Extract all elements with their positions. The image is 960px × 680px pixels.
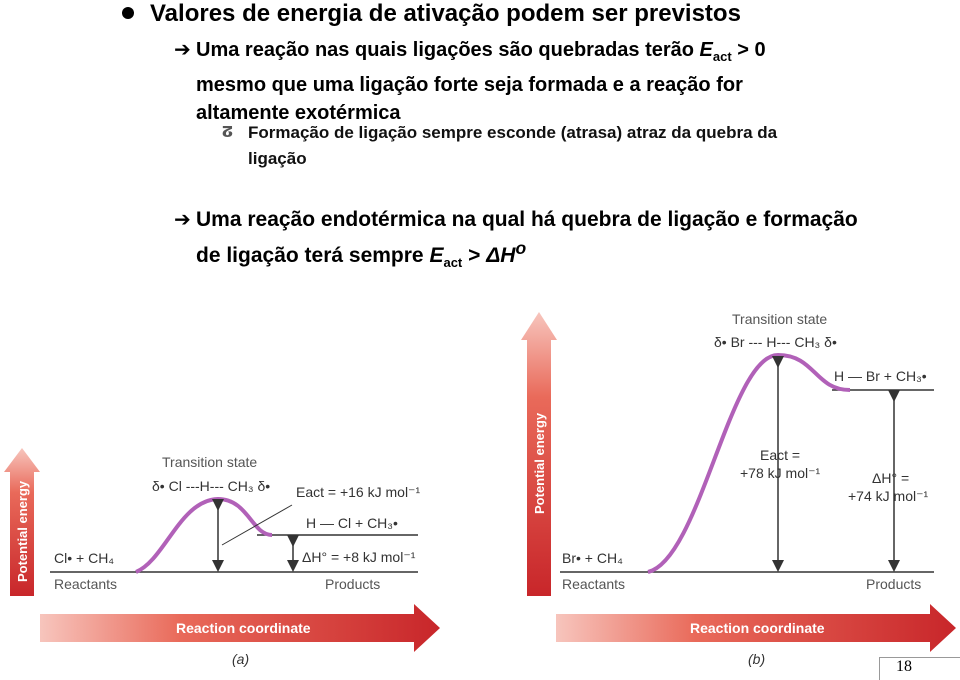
x-axis-label: Reaction coordinate [690, 620, 825, 636]
caption-b: (b) [748, 651, 766, 667]
slide-title: Valores de energia de ativação podem ser previstos [122, 0, 741, 28]
reactants-label: Reactants [562, 576, 626, 592]
products-formula: H — Br + CH₃• [834, 368, 927, 384]
page-number: 18 [896, 658, 912, 675]
bullet-1-line-2: mesmo que uma ligação forte seja formada e a reação for [196, 74, 743, 96]
bullet-2-line-2: de ligação terá sempre $E_{act} > \Delta H^o$ [196, 238, 527, 271]
energy-curve [136, 499, 272, 572]
caption-a: (a) [232, 651, 250, 667]
sub-bullet-line-2: ligação [248, 149, 307, 168]
eact-label: Eact = +16 kJ mol⁻¹ [296, 484, 421, 500]
energy-curve [648, 355, 850, 572]
lightbulb-icon: ⵒ [222, 124, 233, 141]
sub-bullet-line-1: Formação de ligação sempre esconde (atrasa) atraz da quebra da [248, 123, 778, 142]
dh-label: ΔH° = +8 kJ mol⁻¹ [302, 549, 416, 565]
reactants-formula: Cl• + CH₄ [54, 550, 115, 566]
products-label: Products [325, 576, 381, 592]
products-label: Products [866, 576, 922, 592]
dh-label-2: +74 kJ mol⁻¹ [848, 488, 929, 504]
x-axis-label: Reaction coordinate [176, 620, 311, 636]
products-formula: H — Cl + CH₃• [306, 515, 398, 531]
bullet-1-line-1: Uma reação nas quais ligações são quebradas terão $E_{act} > 0$ [196, 39, 766, 64]
eact-label-1: Eact = [760, 447, 801, 463]
eact-pointer [222, 505, 292, 545]
bullet-2-line-1: Uma reação endotérmica na qual há quebra de ligação e formação [196, 208, 858, 231]
eact-label-2: +78 kJ mol⁻¹ [740, 465, 821, 481]
y-axis-label: Potential energy [532, 412, 547, 514]
y-axis-label: Potential energy [15, 480, 30, 582]
reactants-formula: Br• + CH₄ [562, 550, 623, 566]
ts-label: Transition state [732, 311, 828, 327]
ts-species: δ• Cl ---H--- CH₃ δ• [152, 478, 271, 494]
dh-label-1: ΔH° = [872, 470, 910, 486]
ts-species: δ• Br --- H--- CH₃ δ• [714, 334, 837, 350]
ts-label: Transition state [162, 454, 258, 470]
page-number-box [879, 657, 960, 680]
diagram-b [521, 311, 956, 667]
arrow-right-icon: ➔ [174, 39, 191, 61]
bullet-1-line-3: altamente exotérmica [196, 102, 401, 124]
arrow-right-icon: ➔ [174, 209, 191, 231]
diagram-a [4, 448, 440, 667]
reactants-label: Reactants [54, 576, 118, 592]
